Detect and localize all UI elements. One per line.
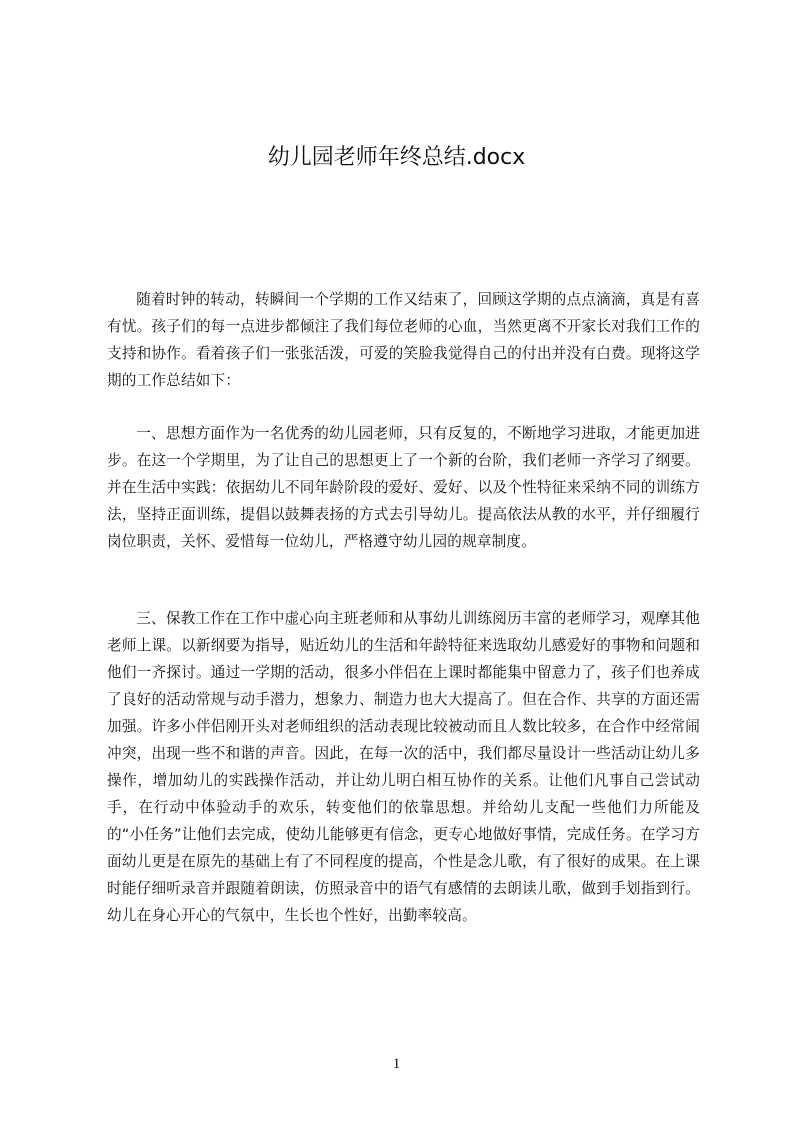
paragraph-intro: 随着时钟的转动，转瞬间一个学期的工作又结束了，回顾这学期的点点滴滴，真是有喜有忧。孩子们的每一点进步都倾注了我们每位老师的心血，当然更离不开家长对我们工作的支持和协作。看着孩子们一张张活泼，可爱的笑脸我觉得自己的付出并没有白费。现将这学期的工作总结如下： — [107, 291, 700, 389]
page-number: 1 — [392, 1056, 401, 1072]
paragraph-teaching: 三、保教工作在工作中虚心向主班老师和从事幼儿训练阅历丰富的老师学习，观摩其他老师上课。以新纲要为指导，贴近幼儿的生活和年龄特征来选取幼儿感爱好的事物和问题和他们一齐探讨。通过一学期的活动，很多小伴侣在上课时都能集中留意力了，孩子们也养成了良好的活动常规与动手潜力，想象力、制造力也大大提高了。但在合作、共享的方面还需加强。许多小伴侣刚开头对老师组织的活动表现比较被动而且人数比较多，在合作中经常闹冲突，出现一些不和谐的声音。因此，在每一次的活中，我们都尽量设计一些活动让幼儿多操作，增加幼儿的实践操作活动，并让幼儿明白相互协作的关系。让他们凡事自己尝试动手，在行动中体验动手的欢乐，转变他们的依靠思想。并给幼儿支配一些他们力所能及的“小任务”让他们去完成，使幼儿能够更有信念，更专心地做好事情，完成任务。在学习方面幼儿更是在原先的基础上有了不同程度的提高，个性是念儿歌，有了很好的成果。在上课时能仔细听录音并跟随着朗读，仿照录音中的语气有感情的去朗读儿歌，做到手划指到行。幼儿在身心开心的气氛中，生长也个性好，出勤率较高。 — [107, 610, 700, 924]
paragraph-thought: 一、思想方面作为一名优秀的幼儿园老师，只有反复的，不断地学习进取，才能更加进步。在这一个学期里，为了让自己的思想更上了一个新的台阶，我们老师一齐学习了纲要。并在生活中实践：依据幼儿不同年龄阶段的爱好、爱好、以及个性特征来采纳不同的训练方法，坚持正面训练，提倡以鼓舞表扬的方式去引导幼儿。提高依法从教的水平，并仔细履行岗位职责，关怀、爱惜每一位幼儿，严格遵守幼儿园的规章制度。 — [107, 425, 700, 550]
document-title: 幼儿园老师年终总结.docx — [267, 145, 526, 170]
